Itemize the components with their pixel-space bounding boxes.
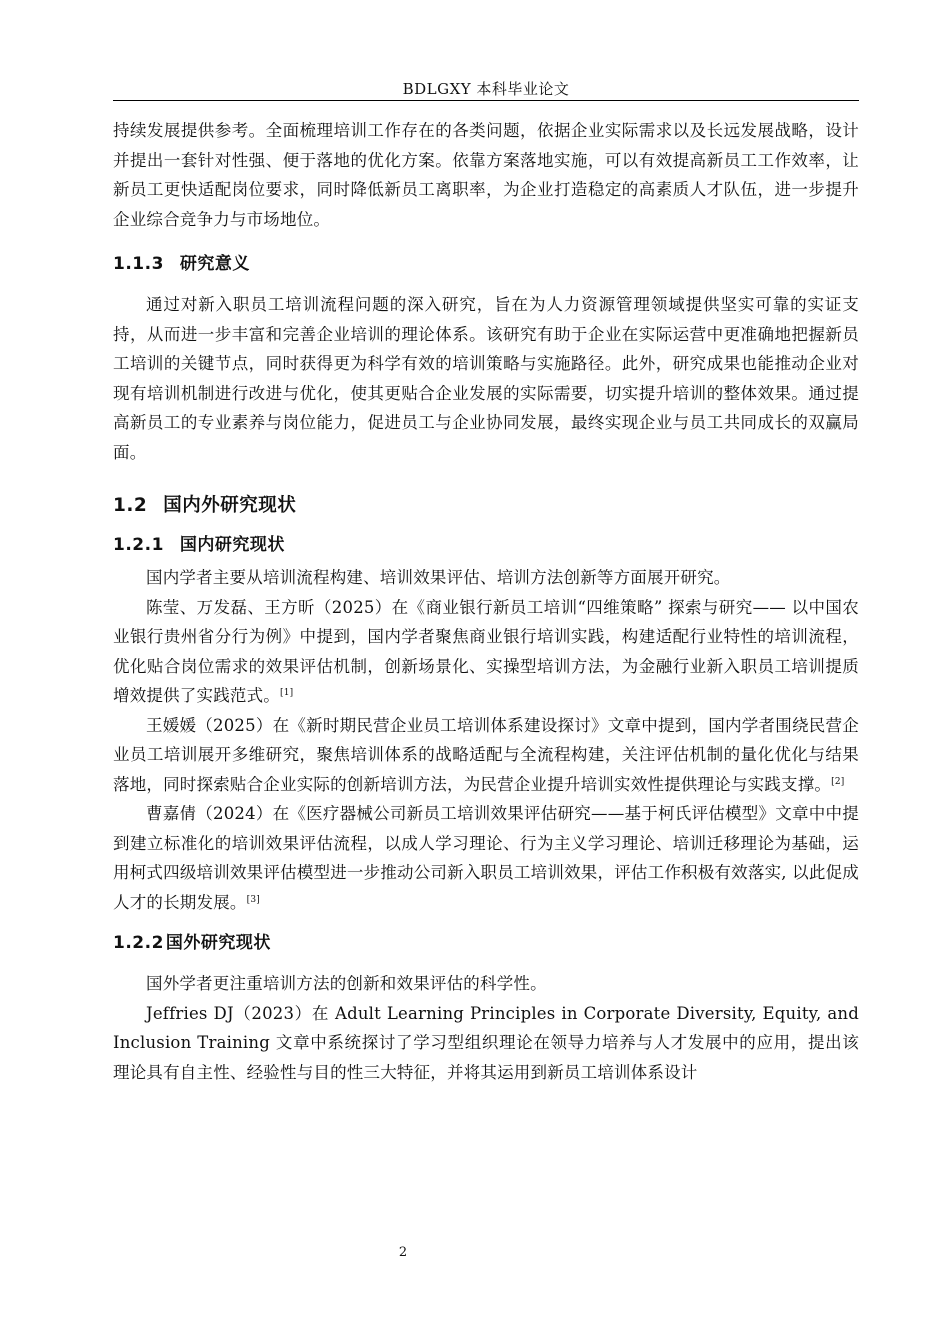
heading-1-1-3	[113, 252, 859, 276]
heading-title: 国内研究现状	[179, 535, 285, 555]
paragraph-foreign-intro: 国外学者更注重培训方法的创新和效果评估的科学性。	[146, 974, 547, 993]
paragraph-cao-2024	[113, 799, 859, 917]
page-body	[113, 116, 859, 1087]
paragraph-research-significance: 通过对新入职员工培训流程问题的深入研究，旨在为人力资源管理领域提供坚实可靠的实证支持，从而进一步丰富和完善企业培训的理论体系。该研究有助于企业在实际运营中更准确地把握新员工培训的关键节点，同时获得更为科学有效的培训策略与实施路径。此外，研究成果也能推动企业对现有培训机制进行改进与优化，使其更贴合企业发展的实际需要，切实提升培训的整体效果。通过提高新员工的专业素养与岗位能力，促进员工与企业协同发展，最终实现企业与员工共同成长的双赢局面。	[113, 295, 859, 462]
paragraph-text: 陈莹、万发磊、王方昕（2025）在《商业银行新员工培训“四维策略” 探索与研究—— 以中国农业银行贵州省分行为例》中提到，国内学者聚焦商业银行培训实践，构建适配行业特性的培训流程，优化贴合岗位需求的效果评估机制，创新场景化、实操型培训方法，为金融行业新入职员工培训提质增效提供了实践范式。	[113, 597, 859, 705]
citation-ref-1[interactable]: [1]	[280, 688, 294, 698]
paragraph-intro-continued: 持续发展提供参考。全面梳理培训工作存在的各类问题，依据企业实际需求以及长远发展战略，设计并提出一套针对性强、便于落地的优化方案。依靠方案落地实施，可以有效提高新员工工作效率，让新员工更快适配岗位要求，同时降低新员工离职率，为企业打造稳定的高素质人才队伍，进一步提升企业综合竞争力与市场地位。	[113, 121, 859, 229]
heading-number: 1.2	[113, 495, 148, 516]
heading-number: 1.2.1	[113, 535, 164, 555]
paragraph-text: 曹嘉倩（2024）在《医疗器械公司新员工培训效果评估研究——基于柯氏评估模型》文章中中提到建立标准化的培训效果评估流程，以成人学习理论、行为主义学习理论、培训迁移理论为基础，运用柯式四级培训效果评估模型进一步推动公司新入职员工培训效果，评估工作积极有效落实, 以此促成人才的长期发展。	[113, 804, 859, 912]
citation-ref-3[interactable]: [3]	[246, 894, 260, 905]
paragraph-domestic-intro: 国内学者主要从培训流程构建、培训效果评估、培训方法创新等方面展开研究。	[146, 568, 731, 587]
heading-title: 研究意义	[179, 254, 250, 274]
paragraph-jeffries-2023: Jeffries DJ（2023）在 Adult Learning Principles in Corporate Diversity, Equity, and Inclusion Training 文章中系统探讨了学习型组织理论在领导力培养与人才发展中的应用，提出该理论具有自主性、经验性与目的性三大特征，并将其运用到新员工培训体系设计	[113, 1003, 859, 1082]
paragraph-text: 王媛媛（2025）在《新时期民营企业员工培训体系建设探讨》文章中提到，国内学者围绕民营企业员工培训展开多维研究，聚焦培训体系的战略适配与全流程构建，关注评估机制的量化优化与结果落地，同时探索贴合企业实际的创新培训方法，为民营企业提升培训实效性提供理论与实践支撑。	[113, 715, 859, 794]
heading-1-2-2	[113, 931, 859, 955]
paragraph-wang-2025	[113, 711, 859, 800]
citation-ref-2[interactable]: [2]	[831, 776, 845, 787]
heading-1-2	[113, 493, 859, 519]
heading-title: 国内外研究现状	[163, 495, 297, 516]
header-rule	[113, 100, 859, 101]
heading-number: 1.2.2	[113, 933, 164, 953]
heading-title: 国外研究现状	[165, 933, 271, 953]
paragraph-chen-2025	[113, 593, 859, 711]
heading-1-2-1	[113, 533, 859, 557]
heading-number: 1.1.3	[113, 254, 164, 274]
page-number: 2	[398, 1245, 408, 1260]
running-header: BDLGXY 本科毕业论文	[402, 80, 570, 98]
